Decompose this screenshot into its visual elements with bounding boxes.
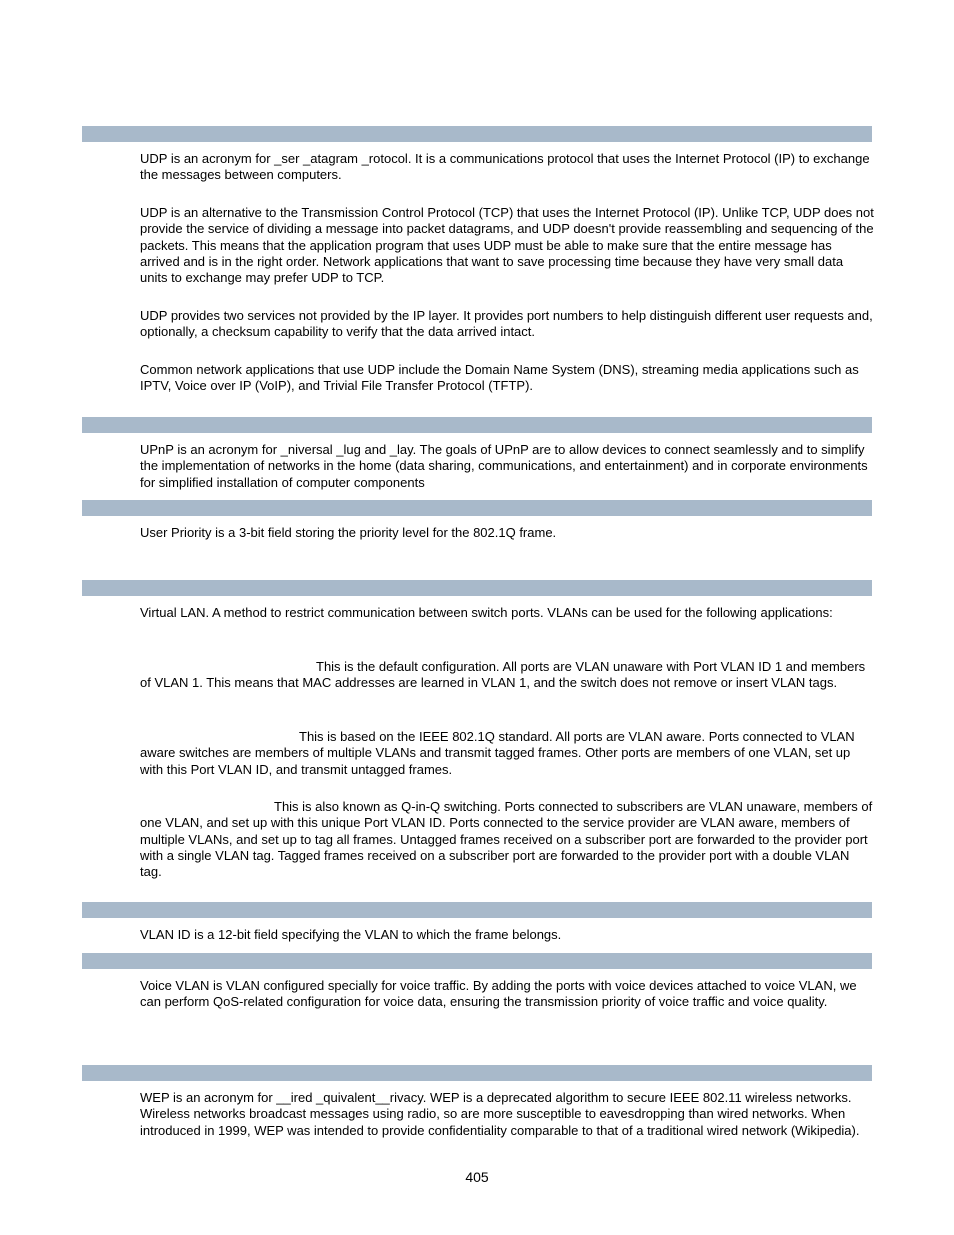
section-header-bar-wep bbox=[82, 1065, 872, 1081]
section-header-bar-upnp bbox=[82, 417, 872, 433]
section-header-bar-udp bbox=[82, 126, 872, 142]
section-header-bar-vlan-id bbox=[82, 902, 872, 918]
udp-paragraph-3: UDP provides two services not provided by the IP layer. It provides port numbers to help distinguish different user requests and, optionally, a checksum capability to verify that the data arrived intact. bbox=[140, 308, 873, 340]
wep-paragraph: WEP is an acronym for __ired _quivalent__rivacy. WEP is a deprecated algorithm to secure IEEE 802.11 wireless networks. Wireless networks broadcast messages using radio, so are more susceptible to eavesdropping than wired networks. When introduced in 1999, WEP was intended to provide confidentiality comparable to that of a traditional wired network (Wikipedia). bbox=[140, 1090, 860, 1138]
vlan-paragraph-1: Virtual LAN. A method to restrict communication between switch ports. VLANs can be used for the following applications: bbox=[140, 605, 833, 620]
section-header-bar-user-priority bbox=[82, 500, 872, 516]
section-header-bar-vlan bbox=[82, 580, 872, 596]
upnp-paragraph: UPnP is an acronym for _niversal _lug and _lay. The goals of UPnP are to allow devices to connect seamlessly and to simplify the implementation of networks in the home (data sharing, communications, and entertainment) and in corporate environments for simplified installation of computer components bbox=[140, 442, 868, 490]
udp-paragraph-1: UDP is an acronym for _ser _atagram _rotocol. It is a communications protocol that uses the Internet Protocol (IP) to exchange the messages between computers. bbox=[140, 151, 870, 183]
udp-paragraph-4: Common network applications that use UDP include the Domain Name System (DNS), streaming media applications such as IPTV, Voice over IP (VoIP), and Trivial File Transfer Protocol (TFTP). bbox=[140, 362, 859, 394]
voice-vlan-paragraph: Voice VLAN is VLAN configured specially for voice traffic. By adding the ports with voice devices attached to voice VLAN, we can perform QoS-related configuration for voice data, ensuring the transmission priority of voice traffic and voice quality. bbox=[140, 978, 857, 1010]
vlan-id-paragraph: VLAN ID is a 12-bit field specifying the VLAN to which the frame belongs. bbox=[140, 927, 562, 942]
section-header-bar-voice-vlan bbox=[82, 953, 872, 969]
vlan-paragraph-aware: This is based on the IEEE 802.1Q standard. All ports are VLAN aware. Ports connected to VLAN aware switches are members of multiple VLANs and transmit tagged frames. Other ports are members of one VLAN, set up with this Port VLAN ID, and transmit untagged frames. bbox=[140, 729, 855, 777]
page-number: 405 bbox=[465, 1169, 489, 1185]
user-priority-paragraph: User Priority is a 3-bit field storing the priority level for the 802.1Q frame. bbox=[140, 525, 557, 540]
udp-paragraph-2: UDP is an alternative to the Transmission Control Protocol (TCP) that uses the Internet Protocol (IP). Unlike TCP, UDP does not provide the service of dividing a message into packet datagrams, and UDP doesn't provide reassembling and sequencing of the packets. This means that the application program that uses UDP must be able to make sure that the entire message has arrived and is in the right order. Network applications that want to save processing time because they have very small data units to exchange may prefer UDP to TCP. bbox=[140, 205, 874, 286]
vlan-paragraph-qinq: This is also known as Q-in-Q switching. Ports connected to subscribers are VLAN unaware, members of one VLAN, and set up with this unique Port VLAN ID. Ports connected to the service provider are VLAN aware, members of multiple VLANs, and set up to tag all frames. Untagged frames received on a subscriber port are forwarded to the provider port with a single VLAN tag. Tagged frames received on a subscriber port are forwarded to the provider port with a double VLAN tag. bbox=[140, 799, 873, 880]
vlan-paragraph-unaware: This is the default configuration. All ports are VLAN unaware with Port VLAN ID 1 and members of VLAN 1. This means that MAC addresses are learned in VLAN 1, and the switch does not remove or insert VLAN tags. bbox=[140, 659, 866, 691]
